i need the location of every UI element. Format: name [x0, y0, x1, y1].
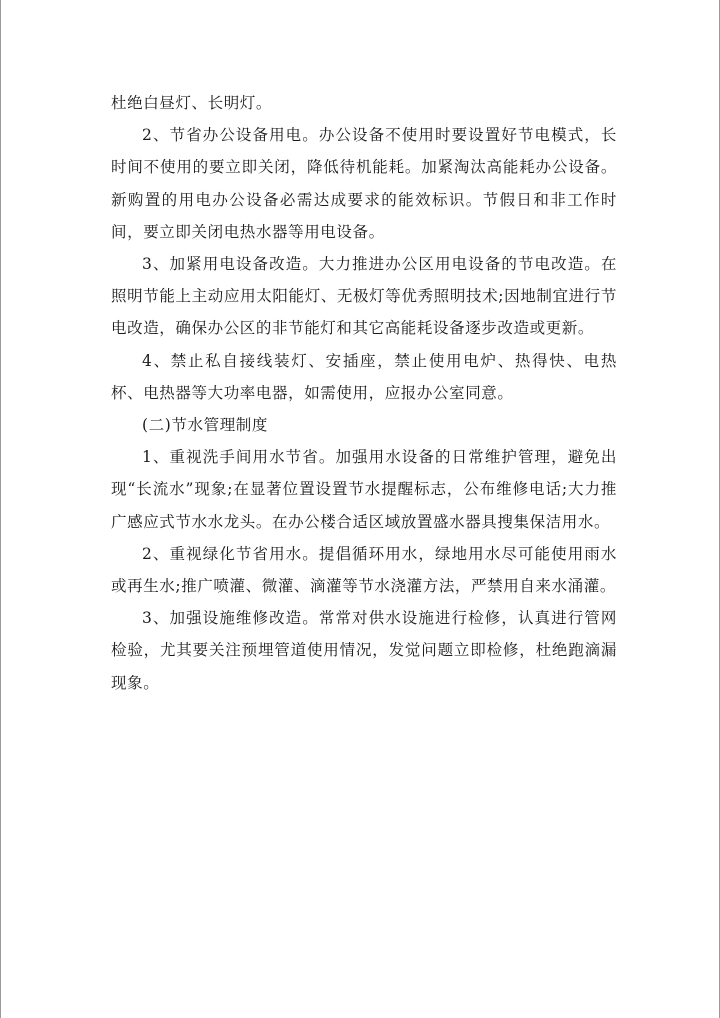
paragraph-continuation: 杜绝白昼灯、长明灯。 [111, 94, 273, 112]
document-body [111, 87, 617, 699]
paragraph-equipment-retrofit: 3、加紧用电设备改造。大力推进办公区用电设备的节电改造。在照明节能上主动应用太阳能灯、无极灯等优秀照明技术;因地制宜进行节电改造，确保办公区的非节能灯和其它高能耗设备逐步改造或更新。 [111, 255, 617, 338]
section-heading-water: (二)节水管理制度 [142, 416, 268, 435]
paragraph-greening-water: 2、重视绿化节省用水。提倡循环用水，绿地用水尽可能使用雨水或再生水;推广喷灌、微灌、滴灌等节水浇灌方法，严禁用自来水涌灌。 [111, 544, 617, 596]
paragraph-facility-maintenance: 3、加强设施维修改造。常常对供水设施进行检修，认真进行管网检验，尤其要关注预埋管道使用情况，发觉问题立即检修，杜绝跑滴漏现象。 [111, 609, 617, 692]
paragraph-prohibited-appliances: 4、禁止私自接线装灯、安插座，禁止使用电炉、热得快、电热杯、电热器等大功率电器，如需使用，应报办公室同意。 [111, 351, 617, 402]
paragraph-restroom-water: 1、重视洗手间用水节省。加强用水设备的日常维护管理，避免出现“长流水”现象;在显著位置设置节水提醒标志，公布维修电话;大力推广感应式节水水龙头。在办公楼合适区域放置盛水器具搜集保洁用水。 [111, 448, 617, 531]
paragraph-office-equipment: 2、节省办公设备用电。办公设备不使用时要设置好节电模式，长时间不使用的要立即关闭，降低待机能耗。加紧淘汰高能耗办公设备。新购置的用电办公设备必需达成要求的能效标识。节假日和非工作时间，要立即关闭电热水器等用电设备。 [111, 126, 617, 241]
